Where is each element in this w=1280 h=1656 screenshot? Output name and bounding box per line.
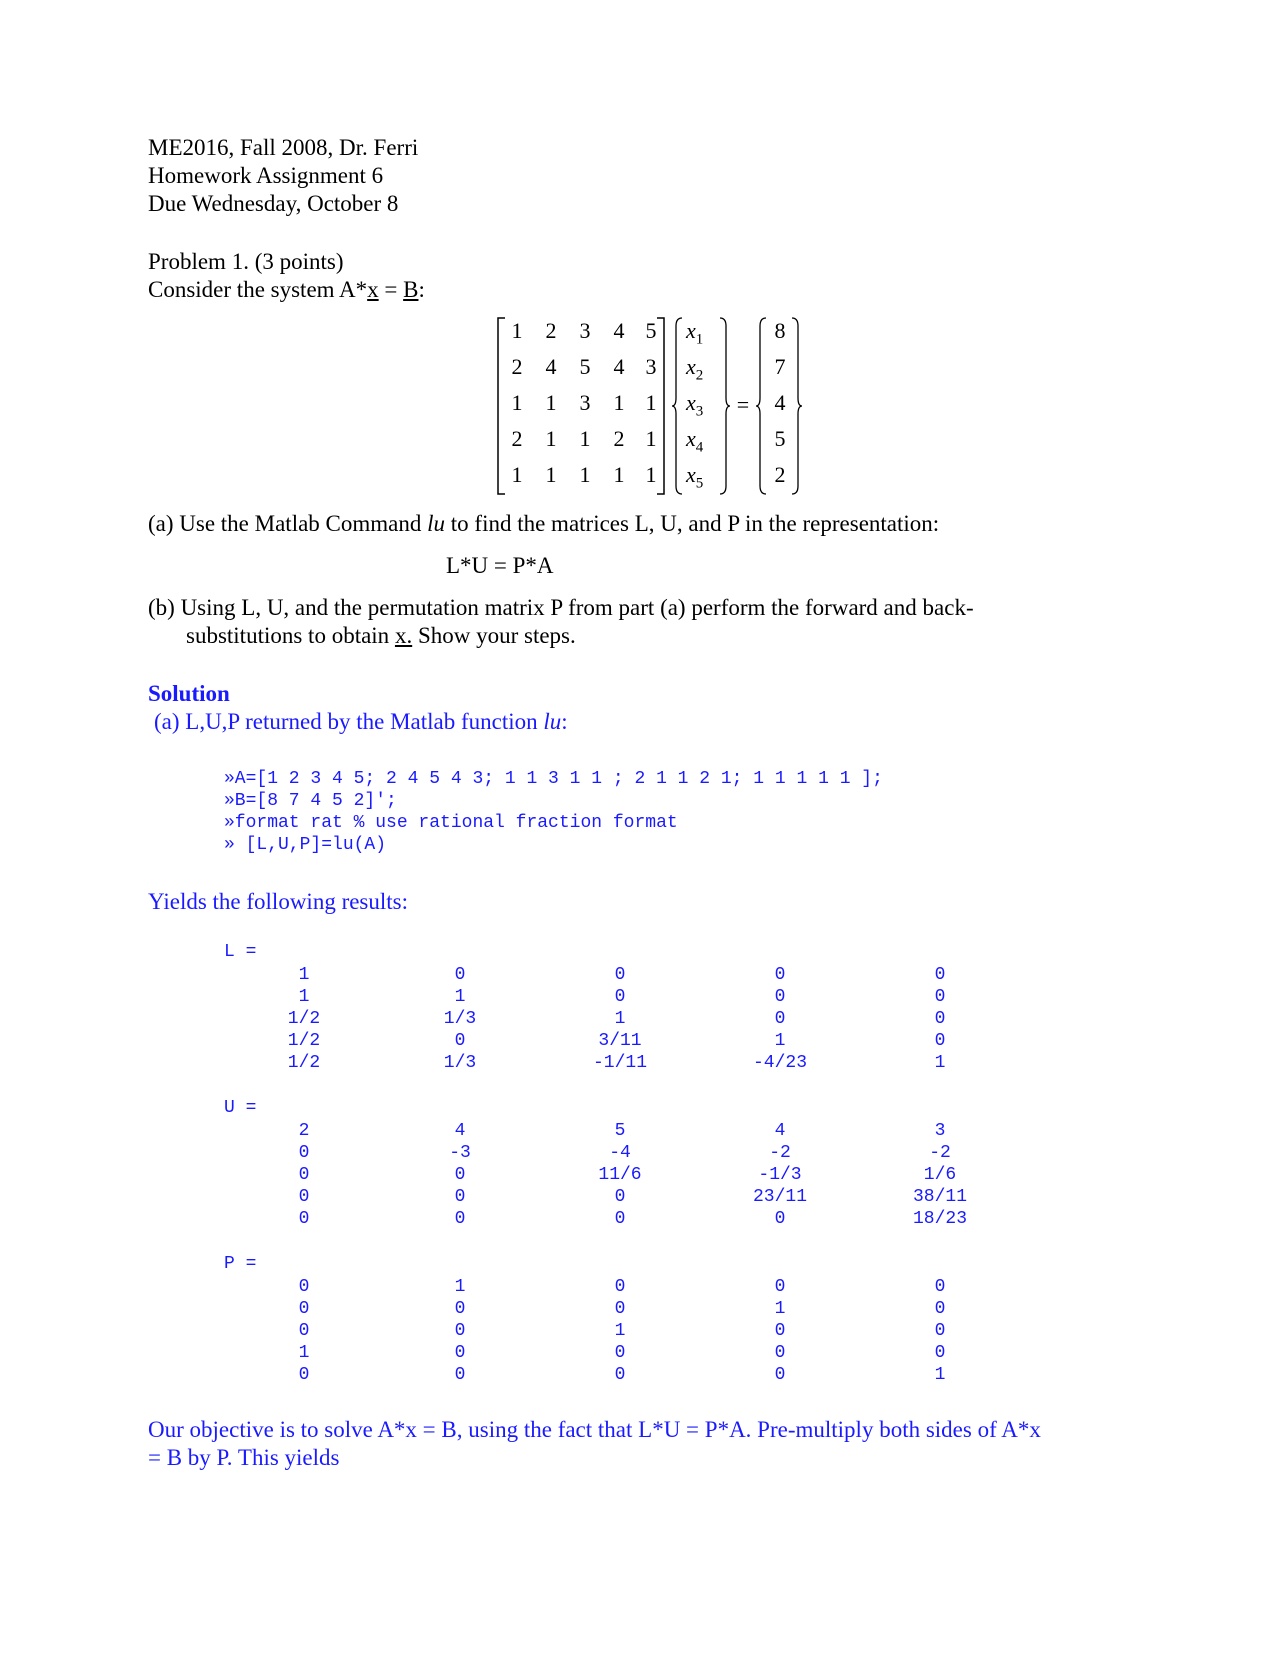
u-matrix-entry: 0 <box>298 1209 310 1229</box>
matrix-a-cell: 1 <box>645 462 657 487</box>
u-matrix-column <box>720 1120 840 1230</box>
matrix-a-cell: 1 <box>579 426 591 451</box>
p-matrix-entry: 0 <box>298 1299 310 1319</box>
matrix-a-cell: 1 <box>545 390 557 415</box>
u-matrix-entry: 2 <box>298 1121 310 1141</box>
vector-x-right-brace <box>718 316 730 496</box>
part-a-text <box>148 510 939 538</box>
vector-b-entry: 7 <box>774 354 786 379</box>
objective-line-2: = B by P. This yields <box>148 1445 340 1470</box>
p-matrix-entry: 1 <box>298 1343 310 1363</box>
part-a-suffix: to find the matrices L, U, and P in the representation: <box>445 511 940 536</box>
p-matrix-entry: 0 <box>774 1277 786 1297</box>
u-matrix-entry: -4 <box>609 1143 631 1163</box>
l-matrix-column <box>880 964 1000 1074</box>
u-matrix-entry: -2 <box>769 1143 791 1163</box>
u-matrix-entry: 1/6 <box>923 1165 957 1185</box>
l-matrix-column <box>560 964 680 1074</box>
p-matrix-column <box>400 1276 520 1386</box>
l-matrix-entry: 1 <box>298 987 310 1007</box>
p-matrix-entry: 0 <box>614 1299 626 1319</box>
l-matrix-entry: 1 <box>774 1031 786 1051</box>
l-matrix-column <box>244 964 364 1074</box>
l-matrix-entry: 1/2 <box>287 1031 321 1051</box>
l-matrix-entry: 1/3 <box>443 1009 477 1029</box>
p-matrix-entry: 0 <box>454 1365 466 1385</box>
p-matrix-entry: 0 <box>614 1277 626 1297</box>
intro-suffix: : <box>418 277 425 302</box>
matrix-a-cell: 1 <box>511 462 523 487</box>
matrix-a-cell: 2 <box>511 426 523 451</box>
u-matrix-entry: 11/6 <box>598 1165 642 1185</box>
vector-b-left-brace <box>756 316 768 496</box>
matrix-a-cell: 1 <box>645 390 657 415</box>
p-matrix-column <box>880 1276 1000 1386</box>
assignment-title: Homework Assignment 6 <box>148 163 384 188</box>
u-matrix-entry: 0 <box>774 1209 786 1229</box>
p-matrix-column <box>560 1276 680 1386</box>
part-b-line2 <box>186 622 576 650</box>
l-matrix-entry: 0 <box>934 1031 946 1051</box>
intro-eq: = <box>378 277 404 302</box>
matrix-a-cell: 1 <box>579 462 591 487</box>
vector-x-entry: $x_3$ <box>686 390 704 420</box>
p-matrix-column <box>244 1276 364 1386</box>
u-matrix-entry: 4 <box>774 1121 786 1141</box>
matrix-a-cell: 1 <box>613 462 625 487</box>
intro-b: B <box>403 277 419 302</box>
l-matrix-entry: 1 <box>298 965 310 985</box>
matrix-a-cell: 1 <box>545 426 557 451</box>
l-matrix-entry: 0 <box>454 965 466 985</box>
matrix-a-cell: 1 <box>645 426 657 451</box>
u-matrix-entry: 0 <box>298 1143 310 1163</box>
matrix-a-cell: 1 <box>613 390 625 415</box>
representation-equation: L*U = P*A <box>446 553 554 578</box>
u-matrix-entry: -2 <box>929 1143 951 1163</box>
p-matrix-entry: 0 <box>774 1321 786 1341</box>
equals-sign: = <box>736 392 750 417</box>
l-matrix-entry: 1/2 <box>287 1053 321 1073</box>
vector-b-entry: 8 <box>774 318 786 343</box>
vector-x-entry: $x_4$ <box>686 426 704 456</box>
p-matrix-column <box>720 1276 840 1386</box>
part-b-line1: (b) Using L, U, and the permutation matrix P from part (a) perform the forward and back- <box>148 595 974 620</box>
matrix-a-cell: 3 <box>579 318 591 343</box>
p-matrix-entry: 0 <box>454 1321 466 1341</box>
p-matrix-entry: 0 <box>298 1277 310 1297</box>
matrix-a-cell: 4 <box>545 354 557 379</box>
u-matrix-entry: -1/3 <box>758 1165 802 1185</box>
l-matrix-entry: 1 <box>614 1009 626 1029</box>
u-matrix-entry: 0 <box>298 1187 310 1207</box>
matrix-a-cell: 2 <box>613 426 625 451</box>
vector-b-entry: 4 <box>774 390 786 415</box>
l-matrix-entry: 0 <box>614 987 626 1007</box>
p-matrix-entry: 0 <box>614 1343 626 1363</box>
p-matrix-entry: 1 <box>454 1277 466 1297</box>
solution-part-a-func: lu <box>543 709 562 734</box>
p-matrix-entry: 0 <box>454 1343 466 1363</box>
l-matrix-entry: 3/11 <box>598 1031 642 1051</box>
l-matrix-column <box>400 964 520 1074</box>
matrix-a-cell: 1 <box>545 462 557 487</box>
matrix-a-cell: 5 <box>645 318 657 343</box>
matrix-a-cell: 2 <box>511 354 523 379</box>
l-matrix-entry: 1/3 <box>443 1053 477 1073</box>
u-matrix-entry: 0 <box>614 1209 626 1229</box>
matrix-a-cell: 4 <box>613 354 625 379</box>
u-matrix-entry: 0 <box>614 1187 626 1207</box>
l-matrix-label: L = <box>224 942 257 962</box>
l-matrix-entry: 0 <box>774 965 786 985</box>
p-matrix-entry: 0 <box>298 1321 310 1341</box>
l-matrix-entry: 0 <box>934 987 946 1007</box>
vector-b-entry: 2 <box>774 462 786 487</box>
l-matrix-column <box>720 964 840 1074</box>
u-matrix-entry: 38/11 <box>912 1187 967 1207</box>
part-a-command: lu <box>427 511 446 536</box>
u-matrix-entry: 0 <box>298 1165 310 1185</box>
matrix-a-cell: 3 <box>579 390 591 415</box>
problem-intro <box>148 276 425 304</box>
solution-part-a-prefix: (a) L,U,P returned by the Matlab function <box>154 709 544 734</box>
p-matrix-entry: 0 <box>774 1365 786 1385</box>
u-matrix-column <box>400 1120 520 1230</box>
l-matrix-entry: -1/11 <box>592 1053 647 1073</box>
p-matrix-entry: 0 <box>774 1343 786 1363</box>
course-header: ME2016, Fall 2008, Dr. Ferri <box>148 135 419 160</box>
intro-prefix: Consider the system A* <box>148 277 368 302</box>
matrix-a-cell: 4 <box>613 318 625 343</box>
matrix-a-cell: 2 <box>545 318 557 343</box>
u-matrix-entry: 18/23 <box>912 1209 967 1229</box>
l-matrix-entry: 0 <box>774 1009 786 1029</box>
yields-text: Yields the following results: <box>148 889 409 914</box>
part-a-prefix: (a) Use the Matlab Command <box>148 511 428 536</box>
matrix-a-cell: 1 <box>511 318 523 343</box>
u-matrix-label: U = <box>224 1098 257 1118</box>
solution-part-a <box>154 708 568 736</box>
matrix-equation <box>496 316 806 496</box>
solution-heading: Solution <box>148 681 230 706</box>
code-line-4: » [L,U,P]=lu(A) <box>224 835 387 855</box>
vector-x-left-brace <box>672 316 684 496</box>
p-matrix-entry: 1 <box>934 1365 946 1385</box>
u-matrix-entry: 5 <box>614 1121 626 1141</box>
l-matrix-entry: -4/23 <box>752 1053 807 1073</box>
intro-x: x <box>367 277 379 302</box>
u-matrix-column <box>560 1120 680 1230</box>
solution-part-a-suffix: : <box>561 709 568 734</box>
l-matrix-entry: 0 <box>934 1009 946 1029</box>
vector-b-entry: 5 <box>774 426 786 451</box>
part-b-prefix: substitutions to obtain <box>186 623 395 648</box>
p-matrix-entry: 0 <box>454 1299 466 1319</box>
problem-title: Problem 1. (3 points) <box>148 249 344 274</box>
vector-x-entry: $x_5$ <box>686 462 704 492</box>
vector-x-entry: $x_1$ <box>686 318 704 348</box>
u-matrix-entry: 0 <box>454 1165 466 1185</box>
u-matrix-entry: 3 <box>934 1121 946 1141</box>
matrix-a-cell: 5 <box>579 354 591 379</box>
l-matrix-entry: 1 <box>934 1053 946 1073</box>
matrix-a-cell: 1 <box>511 390 523 415</box>
p-matrix-entry: 0 <box>298 1365 310 1385</box>
u-matrix-column <box>244 1120 364 1230</box>
due-date: Due Wednesday, October 8 <box>148 191 399 216</box>
p-matrix-entry: 0 <box>934 1299 946 1319</box>
p-matrix-entry: 0 <box>934 1343 946 1363</box>
p-matrix-entry: 1 <box>774 1299 786 1319</box>
l-matrix-entry: 0 <box>614 965 626 985</box>
l-matrix-entry: 0 <box>774 987 786 1007</box>
part-b-x: x. <box>394 623 413 648</box>
u-matrix-entry: -3 <box>449 1143 471 1163</box>
code-line-3: »format rat % use rational fraction format <box>224 813 678 833</box>
code-line-2: »B=[8 7 4 5 2]'; <box>224 791 397 811</box>
l-matrix-entry: 0 <box>454 1031 466 1051</box>
vector-x-entry: $x_2$ <box>686 354 704 384</box>
p-matrix-entry: 0 <box>934 1321 946 1341</box>
l-matrix-entry: 1 <box>454 987 466 1007</box>
u-matrix-entry: 23/11 <box>752 1187 807 1207</box>
p-matrix-entry: 0 <box>934 1277 946 1297</box>
matrix-a-cell: 3 <box>645 354 657 379</box>
p-matrix-label: P = <box>224 1254 257 1274</box>
u-matrix-entry: 4 <box>454 1121 466 1141</box>
l-matrix-entry: 0 <box>934 965 946 985</box>
u-matrix-column <box>880 1120 1000 1230</box>
u-matrix-entry: 0 <box>454 1209 466 1229</box>
objective-line-1: Our objective is to solve A*x = B, using the fact that L*U = P*A. Pre-multiply both sides of A*x <box>148 1417 1041 1442</box>
p-matrix-entry: 0 <box>614 1365 626 1385</box>
code-line-1: »A=[1 2 3 4 5; 2 4 5 4 3; 1 1 3 1 1 ; 2 1 1 2 1; 1 1 1 1 1 ]; <box>224 769 883 789</box>
l-matrix-entry: 1/2 <box>287 1009 321 1029</box>
u-matrix-entry: 0 <box>454 1187 466 1207</box>
p-matrix-entry: 1 <box>614 1321 626 1341</box>
part-b-suffix: Show your steps. <box>412 623 576 648</box>
